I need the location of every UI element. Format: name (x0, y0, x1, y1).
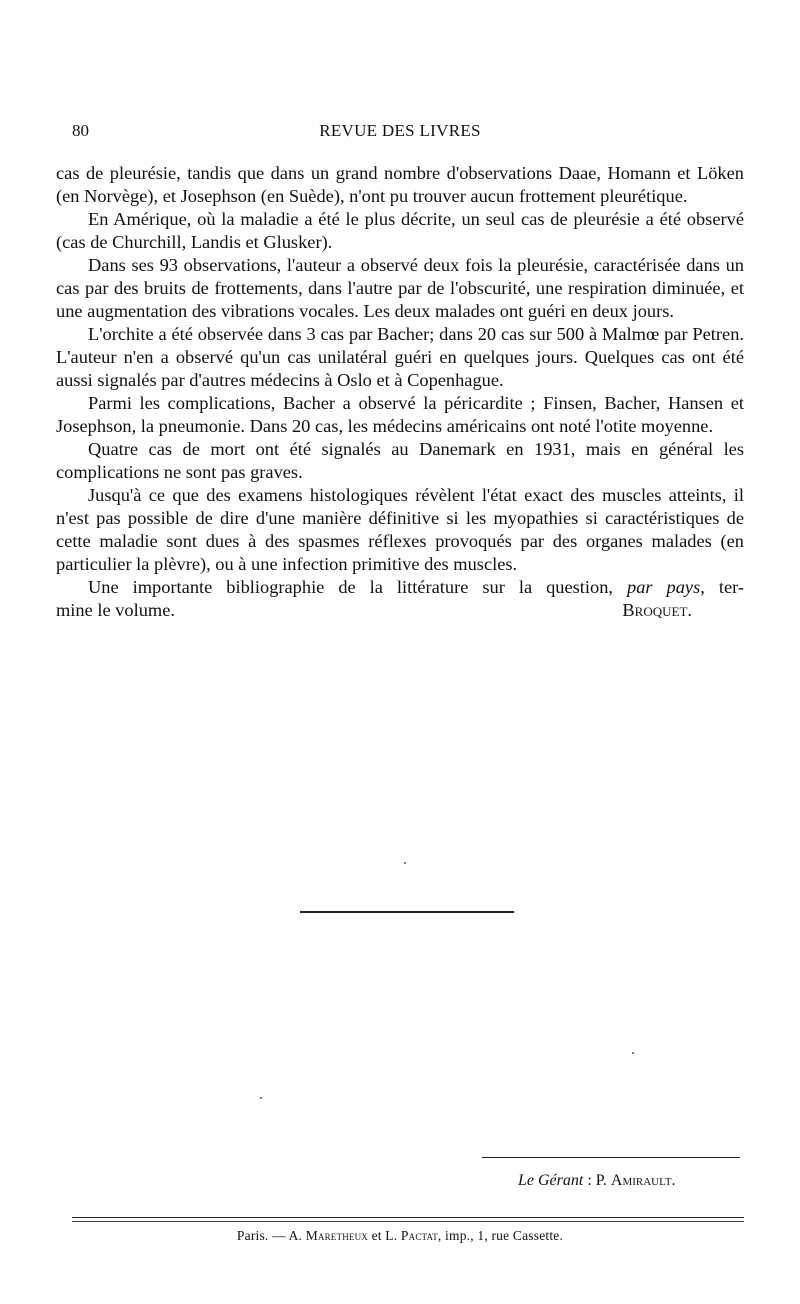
paragraph: Jusqu'à ce que des examens histologiques révèlent l'état exact des muscles atteints, il n'est pas possible de dire d'une manière définitive si les myopathies si caractéristiques de cette maladie sont dues à des spasmes réflexes provoqués par des organes malades (en particulier la plèvre), ou à une infection primitive des muscles. (56, 485, 744, 574)
print-speck (404, 862, 406, 864)
printer-name: Maretheux (305, 1228, 369, 1243)
body-text (56, 162, 744, 622)
paragraph: Quatre cas de mort ont été signalés au Danemark en 1931, mais en général les complications ne sont pas graves. (56, 439, 744, 482)
section-divider (300, 911, 514, 913)
paragraph: Parmi les complications, Bacher a observé la péricardite ; Finsen, Bacher, Hansen et Josephson, la pneumonie. Dans 20 cas, les médecins américains ont noté l'otite moyenne. (56, 393, 744, 436)
final-line: mine le volume. (56, 600, 176, 620)
footer-rule (482, 1157, 740, 1158)
paragraph: Dans ses 93 observations, l'auteur a observé deux fois la pleurésie, caractérisée dans un cas par des bruits de frottements, dans l'autre par de l'obscurité, une respiration diminuée, et une augmentation des vibrations vocales. Les deux malades ont guéri en deux jours. (56, 255, 744, 321)
gerant-credit (518, 1172, 676, 1190)
author-signature: Broquet. (622, 600, 692, 620)
paragraph-last (56, 576, 744, 599)
paragraph: En Amérique, où la maladie a été le plus décrite, un seul cas de pleurésie a été observé (cas de Churchill, Landis et Glusker). (56, 209, 744, 252)
paragraph-text: Une importante bibliographie de la littérature sur la question, (88, 577, 627, 597)
gerant-name: Amirault. (610, 1172, 676, 1189)
imprint (0, 1228, 800, 1244)
paragraph: L'orchite a été observée dans 3 cas par Bacher; dans 20 cas sur 500 à Malmœ par Petren. L'auteur n'en a observé qu'un cas unilatéral guéri en quelques jours. Quelques cas ont été aussi signalés par d'autres médecins à Oslo et à Copenhague. (56, 324, 744, 390)
paragraph: cas de pleurésie, tandis que dans un grand nombre d'observations Daae, Homann et Löken (en Norvège), et Josephson (en Suède), n'ont pu trouver aucun frottement pleurétique. (56, 163, 744, 206)
gerant-initial: P. (595, 1172, 611, 1189)
imprint-prefix: Paris. — A. (236, 1228, 306, 1243)
imprint-rule (72, 1221, 744, 1222)
gerant-sep: : (583, 1172, 596, 1189)
imprint-rule (72, 1217, 744, 1218)
italic-phrase: par pays (627, 577, 701, 597)
imprint-address: , imp., 1, rue Cassette. (437, 1228, 564, 1243)
paragraph-text: , ter- (700, 577, 744, 597)
imprint-and: et L. (368, 1228, 401, 1243)
signature-line (56, 599, 744, 622)
print-speck (260, 1097, 262, 1099)
page-number: 80 (72, 121, 89, 140)
gerant-label: Le Gérant (518, 1172, 584, 1189)
running-head: REVUE DES LIVRES (319, 121, 481, 140)
printer-name: Pactat (400, 1228, 438, 1243)
print-speck (632, 1052, 634, 1054)
